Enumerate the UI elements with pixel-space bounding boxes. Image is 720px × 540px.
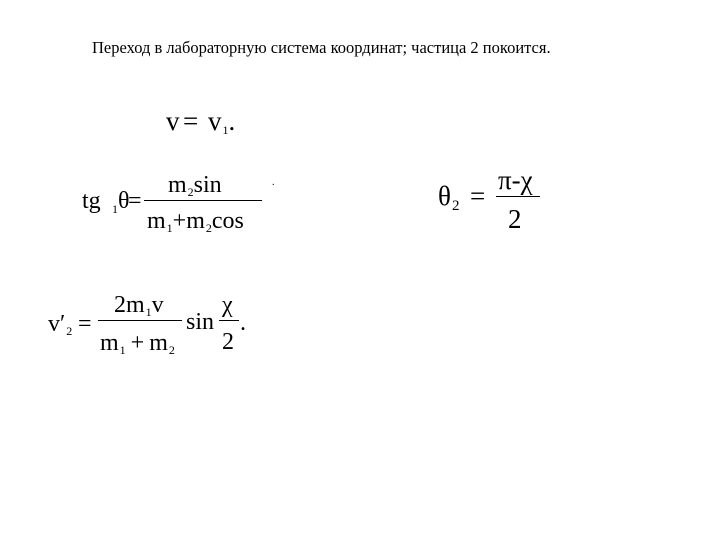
eq2-fraction-bar (144, 200, 262, 201)
eq4-denominator: $m_1 + m_2$ (100, 330, 175, 357)
eq4-numerator: $2m_1v$ (114, 292, 164, 319)
eq2-denominator: $m_1+m_2\cos$ (147, 208, 244, 235)
eq4-chi: χ (222, 292, 233, 318)
eq4-chi-fraction-bar (219, 320, 239, 321)
eq1-equals: = (183, 106, 199, 136)
eq3-fraction-bar (496, 196, 540, 197)
eq1-rhs: $v_1$. (208, 106, 236, 137)
eq4-chi-den: 2 (222, 329, 234, 355)
eq4-equals: = (78, 311, 92, 337)
eq4-period: . (240, 310, 246, 336)
eq2-numerator: $m_2\sin$ (168, 172, 222, 199)
eq3-denominator: 2 (508, 204, 522, 234)
eq4-fraction-bar (98, 320, 182, 321)
eq3-theta: θ2 (438, 181, 460, 214)
eq2-equals: = (128, 188, 142, 214)
eq1-rhs-sub: 1 (222, 123, 229, 137)
eq4-sin: sin (186, 309, 215, 335)
eq2-index: 1 (112, 202, 118, 216)
eq2-theta: θ (118, 188, 130, 214)
eq3-numerator: π-χ (498, 165, 533, 195)
eq3-equals: = (470, 181, 486, 211)
eq3-theta-sub: 2 (451, 198, 460, 214)
eq2-trailing-dot: . (272, 177, 275, 188)
eq4-lhs-sub: 2 (66, 324, 73, 338)
eq4-lhs: $v'_2$ (48, 311, 73, 338)
eq1-lhs: v (166, 106, 180, 136)
eq2-tg: tg (82, 188, 101, 214)
eq1-period: . (228, 106, 236, 136)
slide-title: Переход в лабораторную система координат; частица 2 покоится. (92, 38, 551, 57)
